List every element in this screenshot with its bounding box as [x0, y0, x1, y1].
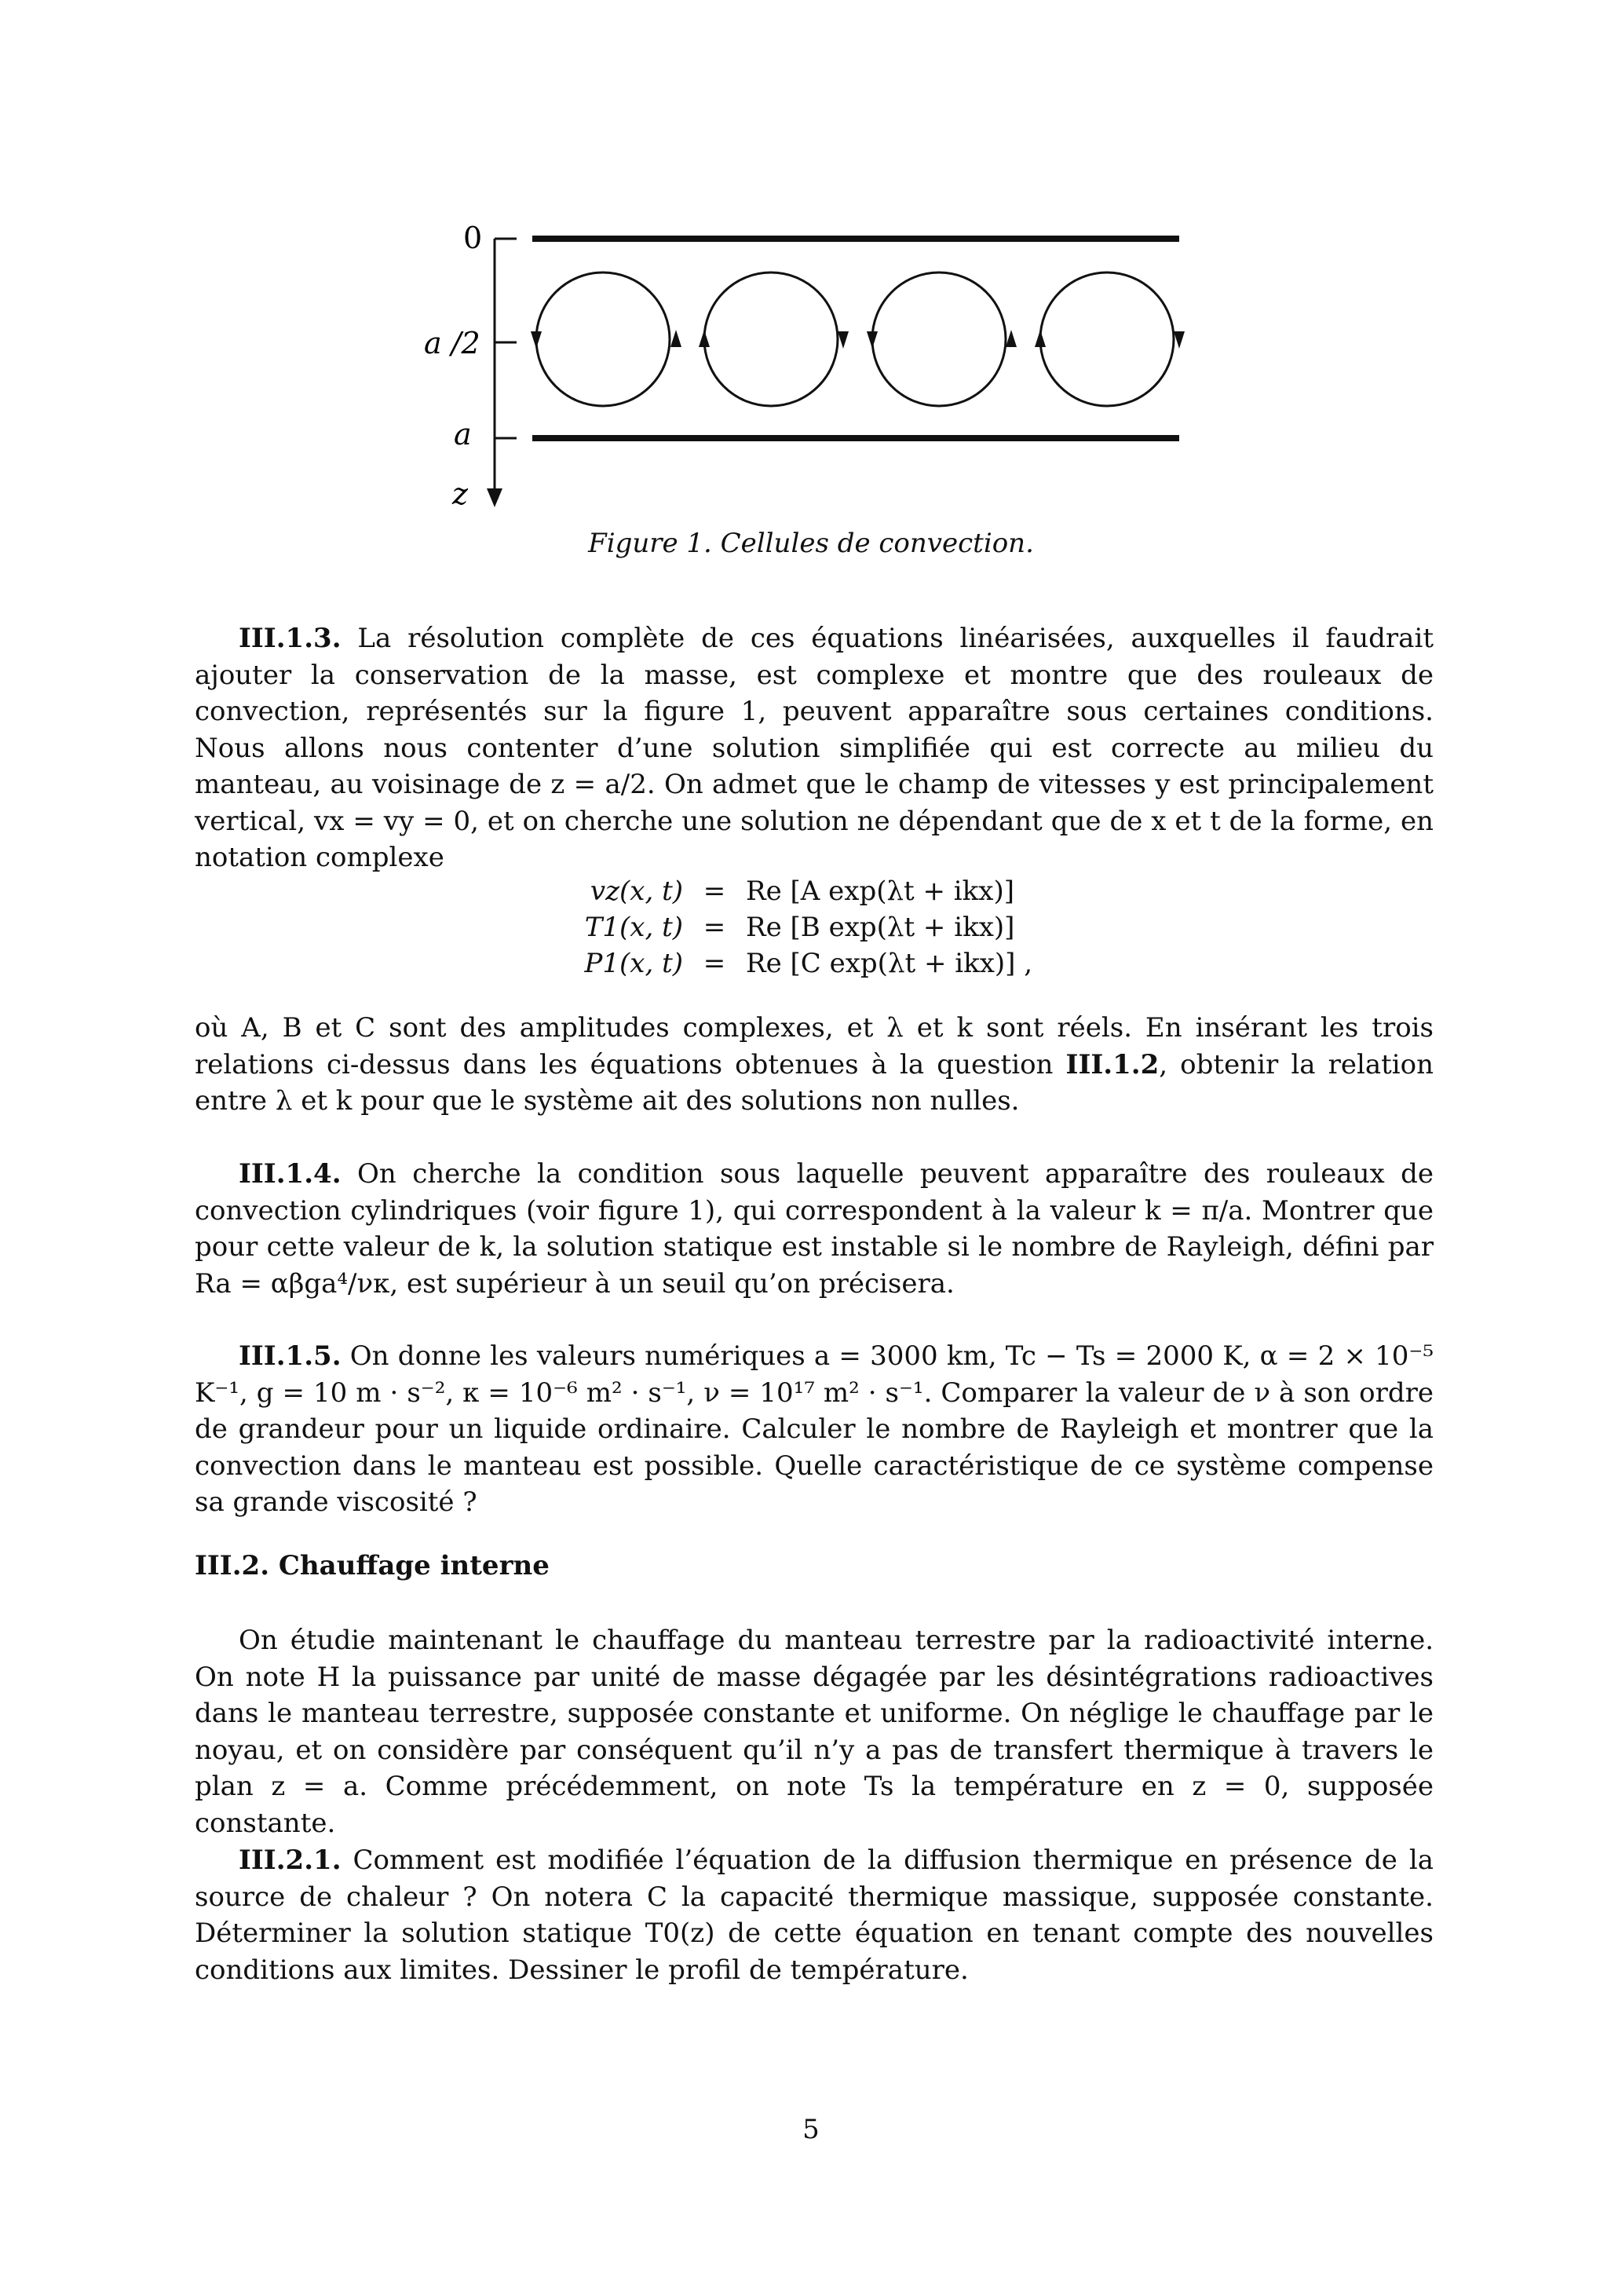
equation-row — [534, 945, 1099, 982]
question-III-1-5 — [195, 1338, 1434, 1521]
question-reference: III.1.2 — [1065, 1048, 1160, 1080]
page-number: 5 — [802, 2114, 820, 2145]
question-text: Comment est modifiée l’équation de la diffusion thermique en présence de la source de chaleur ? On notera C la capacité thermique massique, supposée constante. Déterminer la solution statique T0(z) de cette équation en tenant compte des nouvelles conditions aux limites. Dessiner le profil de température. — [195, 1844, 1434, 1986]
equation-row — [534, 873, 1099, 909]
equation-row — [534, 909, 1099, 945]
paragraph-text: , obtenir la relation entre λ et k pour que le système ait des solutions non nulles. — [195, 1048, 1434, 1117]
equation-system — [534, 873, 1099, 982]
after-equations-paragraph — [195, 1010, 1434, 1120]
equation-sign: = — [703, 876, 726, 907]
question-number: III.1.4. — [239, 1158, 342, 1190]
question-number: III.1.3. — [239, 623, 342, 654]
convection-cells-figure — [408, 212, 1272, 526]
equation-lhs: vz(x, t) — [590, 876, 683, 907]
label-full: a — [454, 417, 472, 452]
label-z: z — [452, 477, 469, 511]
question-number: III.2.1. — [239, 1844, 342, 1876]
label-half: a /2 — [424, 326, 480, 360]
question-text: On cherche la condition sous laquelle peuvent apparaître des rouleaux de convection cylindriques (voir figure 1), qui correspondent à la valeur k = π/a. Montrer que pour cette valeur de k, la solution statique est instable si le nombre de Rayleigh, défini par Ra = αβga⁴/νκ, est supérieur à un seuil qu’on précisera. — [195, 1158, 1434, 1300]
section-intro — [195, 1622, 1434, 1841]
question-III-2-1 — [195, 1842, 1434, 1988]
equation-lhs: T1(x, t) — [584, 912, 683, 943]
question-text: La résolution complète de ces équations linéarisées, auxquelles il faudrait ajouter la conservation de la masse, est complexe et montre que des rouleaux de convection, représentés sur la figure 1, peuvent apparaître sous certaines conditions. Nous allons nous contenter d’une solution simplifiée qui est correcte au milieu du manteau, au voisinage de z = a/2. On admet que le champ de vitesses y est principalement vertical, vx = vy = 0, et on cherche une solution ne dépendant que de x et t de la forme, en notation complexe — [195, 623, 1434, 873]
intro-text: On étudie maintenant le chauffage du manteau terrestre par la radioactivité interne. On note H la puissance par unité de masse dégagée par les désintégrations radioactives dans le manteau terrestre, supposée constante et uniforme. On néglige le chauffage par le noyau, et on considère par conséquent qu’il n’y a pas de transfert thermique à travers le plan z = a. Comme précédemment, on note Ts la température en z = 0, supposée constante. — [195, 1625, 1434, 1839]
equation-rhs: Re [B exp(λt + ikx)] — [746, 912, 1015, 943]
question-III-1-3 — [195, 620, 1434, 876]
cell-3 — [867, 272, 1017, 406]
equation-sign: = — [703, 912, 726, 943]
section-title: III.2. Chauffage interne — [195, 1550, 550, 1581]
question-number: III.1.5. — [239, 1340, 342, 1372]
cell-4 — [1035, 272, 1185, 406]
equation-sign: = — [703, 948, 726, 979]
question-III-1-4 — [195, 1156, 1434, 1302]
cell-1 — [531, 272, 681, 406]
z-axis-arrowhead — [487, 488, 502, 507]
equation-rhs: Re [A exp(λt + ikx)] — [746, 876, 1014, 907]
cell-2 — [699, 272, 849, 406]
paragraph-text: où A, B et C sont des amplitudes complexes, et λ et k sont réels. En insérant les trois relations ci-dessus dans les équations obtenues à la question — [195, 1012, 1434, 1080]
equation-lhs: P1(x, t) — [584, 948, 683, 979]
label-zero: 0 — [463, 221, 483, 255]
equation-rhs: Re [C exp(λt + ikx)] , — [746, 948, 1033, 979]
figure-caption: Figure 1. Cellules de convection. — [588, 528, 1034, 559]
question-text: On donne les valeurs numériques a = 3000 km, Tc − Ts = 2000 K, α = 2 × 10⁻⁵ K⁻¹, g = 10 m · s⁻², κ = 10⁻⁶ m² · s⁻¹, ν = 10¹⁷ m² · s⁻¹. Comparer la valeur de ν à son ordre de grandeur pour un liquide ordinaire. Calculer le nombre de Rayleigh et montrer que la convection dans le manteau est possible. Quelle caractéristique de ce système compense sa grande viscosité ? — [195, 1340, 1434, 1518]
